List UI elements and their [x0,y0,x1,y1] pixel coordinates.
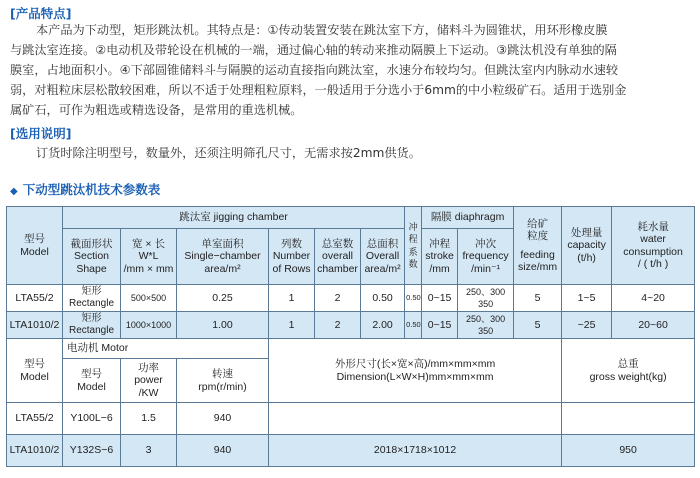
header-feeding-size [514,207,562,285]
table-row [7,435,695,467]
cell-speed: 940 [177,403,269,435]
header-text: area/m² [204,262,241,275]
table-title [10,180,160,198]
header-text: 给矿 [527,217,549,230]
header-text: 型号 [24,233,45,245]
table-row [7,285,695,312]
cell-dimension [269,403,562,435]
header-text: of Rows [272,262,311,275]
cell-text: 350 [478,299,494,309]
header-text: 转速 [212,368,233,380]
cell-stroke: 0~15 [422,285,458,312]
table-title-text: 下动型跳汰机技术参数表 [22,182,161,197]
header-width-length [121,229,177,285]
paragraph-line: 本产品为下动型，矩形跳汰机。其特点是：①传动装置安装在跳汰室下方，储料斗为圆锥状，用环形橡皮膜 [36,23,608,37]
cell-width-length: 500×500 [121,285,177,312]
cell-rows: 1 [269,312,315,339]
header-single-area [177,229,269,285]
header-text: area/m² [364,262,401,275]
table-row [7,403,695,435]
cell-water: 4~20 [612,285,695,312]
header-text: Shape [76,262,107,275]
header-text: rpm(r/min) [198,380,247,393]
header-overall-area [361,229,405,285]
header-text: 系数 [408,246,418,269]
header-motor: 电动机 Motor [63,339,269,359]
cell-text: 350 [478,326,494,336]
cell-model: LTA55/2 [7,285,63,312]
diamond-icon: ◆ [10,186,18,197]
cell-feeding-size: 5 [514,285,562,312]
cell-feeding-size: 5 [514,312,562,339]
header-water-consumption [612,207,695,285]
header-text: 功率 [138,361,159,374]
header-text: W*L [138,250,159,263]
cell-motor-model: Y132S−6 [63,435,121,467]
header-model [7,207,63,285]
cell-overall-area: 0.50 [361,285,405,312]
cell-power: 1.5 [121,403,177,435]
header-text: 型号 [24,358,45,370]
paragraph-line: 订货时除注明型号，数量外，还须注明筛孔尺寸，无需求按2mm供货。 [36,146,421,160]
cell-shape [63,285,121,312]
header-speed [177,359,269,403]
header-text: 宽 × 长 [132,237,165,250]
selection-heading: [选用说明] [10,126,72,141]
product-features-text [10,20,694,120]
header-power [121,359,177,403]
cell-width-length: 1000×1000 [121,312,177,339]
header-text: 粒度 [527,230,549,242]
header-text: frequency [462,250,509,263]
header-text: 列数 [281,237,302,250]
header-capacity [562,207,612,285]
header-text: / ( t/h ) [637,258,669,270]
cell-stroke: 0~15 [422,312,458,339]
cell-frequency [458,312,514,339]
cell-capacity: ~25 [562,312,612,339]
header-diaphragm: 隔膜 diaphragm [422,207,514,229]
cell-model: LTA1010/2 [7,312,63,339]
cell-shape [63,312,121,339]
cell-dimension: 2018×1718×1012 [269,435,562,467]
header-text: Model [20,245,49,258]
header-text: 冲程 [429,237,451,250]
header-text: 总面积 [366,237,399,250]
cell-overall-area: 2.00 [361,312,405,339]
cell-motor-model: Y100L−6 [63,403,121,435]
cell-coefficient: 0.50 [405,312,422,339]
cell-weight [562,403,695,435]
cell-weight: 950 [562,435,695,467]
cell-coefficient: 0.50 [405,285,422,312]
cell-text: 矩形 [81,285,102,297]
header-stroke [422,229,458,285]
header-motor-model [63,359,121,403]
header-jigging-chamber: 跳汰室 jigging chamber [63,207,405,229]
table-header-row [7,207,695,229]
header-text: (t/h) [577,251,596,264]
header-text: feeding [520,248,555,261]
header-text: water [640,233,666,245]
cell-overall-chamber: 2 [315,285,361,312]
header-text: Model [77,380,106,393]
header-text: capacity [567,239,606,252]
header-text: 总室数 [321,237,354,250]
header-stroke-coefficient [405,207,422,285]
header-text: power [134,374,163,387]
paragraph-line: 弱，对粗粒床层松散较困难，所以不适于处理粗粒原料，一般适用于分选小于6mm的中小粒级矿石。适用于选别金 [10,83,627,97]
header-frequency [458,229,514,285]
header-weight [562,339,695,403]
cell-water: 20~60 [612,312,695,339]
header-text: 截面形状 [70,237,113,250]
header-text: 耗水量 [637,220,669,233]
header-text: gross weight(kg) [589,370,667,383]
header-text: 冲次 [475,237,497,250]
cell-capacity: 1~5 [562,285,612,312]
header-text: 型号 [81,368,102,380]
header-text: 冲程 [408,221,418,244]
cell-rows: 1 [269,285,315,312]
header-text: consumption [623,245,683,258]
cell-text: 矩形 [81,312,102,324]
header-dimension [269,339,562,403]
cell-single-area: 0.25 [177,285,269,312]
product-features-heading: [产品特点] [10,6,72,21]
cell-power: 3 [121,435,177,467]
header-text: Dimension(L×W×H)mm×mm×mm [336,370,494,383]
cell-frequency [458,285,514,312]
header-overall-chamber [315,229,361,285]
header-text: stroke [425,250,454,263]
header-text: Number [272,250,311,263]
cell-single-area: 1.00 [177,312,269,339]
header-text: overall [322,250,353,263]
cell-text: Rectangle [68,325,115,336]
cell-model: LTA55/2 [7,403,63,435]
header-text: 总重 [617,358,639,370]
motor-header-row [7,339,695,359]
cell-speed: 940 [177,435,269,467]
table-row [7,312,695,339]
header-text: /mm × mm [123,262,174,275]
spec-table [6,206,695,467]
cell-overall-chamber: 2 [315,312,361,339]
header-section-shape [63,229,121,285]
header-text: chamber [317,262,358,275]
header-text: Single−chamber [184,250,261,263]
header-text: Overall [365,250,400,263]
header-text: Model [20,370,49,383]
header-text: /min⁻¹ [471,262,501,275]
cell-model: LTA1010/2 [7,435,63,467]
paragraph-line: 与跳汰室连接。②电动机及带轮设在机械的一端，通过偏心轴的转动来推动隔膜上下运动。③跳汰机没有单独的隔 [10,43,617,57]
header-rows [269,229,315,285]
header-text: 处理量 [570,226,603,239]
header-text: /KW [138,386,159,399]
header-text: Section [73,250,110,263]
paragraph-line: 属矿石，可作为粗选或精选设备，是常用的重选机械。 [10,103,303,117]
cell-text: Rectangle [68,298,115,309]
cell-text: 250、300 [466,286,506,297]
header-text: 单室面积 [201,237,244,250]
header-text: size/mm [518,261,558,273]
selection-text [10,143,694,163]
header-text: 外形尺寸(长×宽×高)/mm×mm×mm [334,358,496,370]
header-text: /mm [429,262,450,275]
cell-text: 250、300 [466,313,506,324]
header-model [7,339,63,403]
paragraph-line: 膜室，占地面积小。④下部圆锥储料斗与隔膜的运动直接指向跳汰室，水速分布较均匀。但跳汰室内内脉动水速较 [10,63,619,77]
